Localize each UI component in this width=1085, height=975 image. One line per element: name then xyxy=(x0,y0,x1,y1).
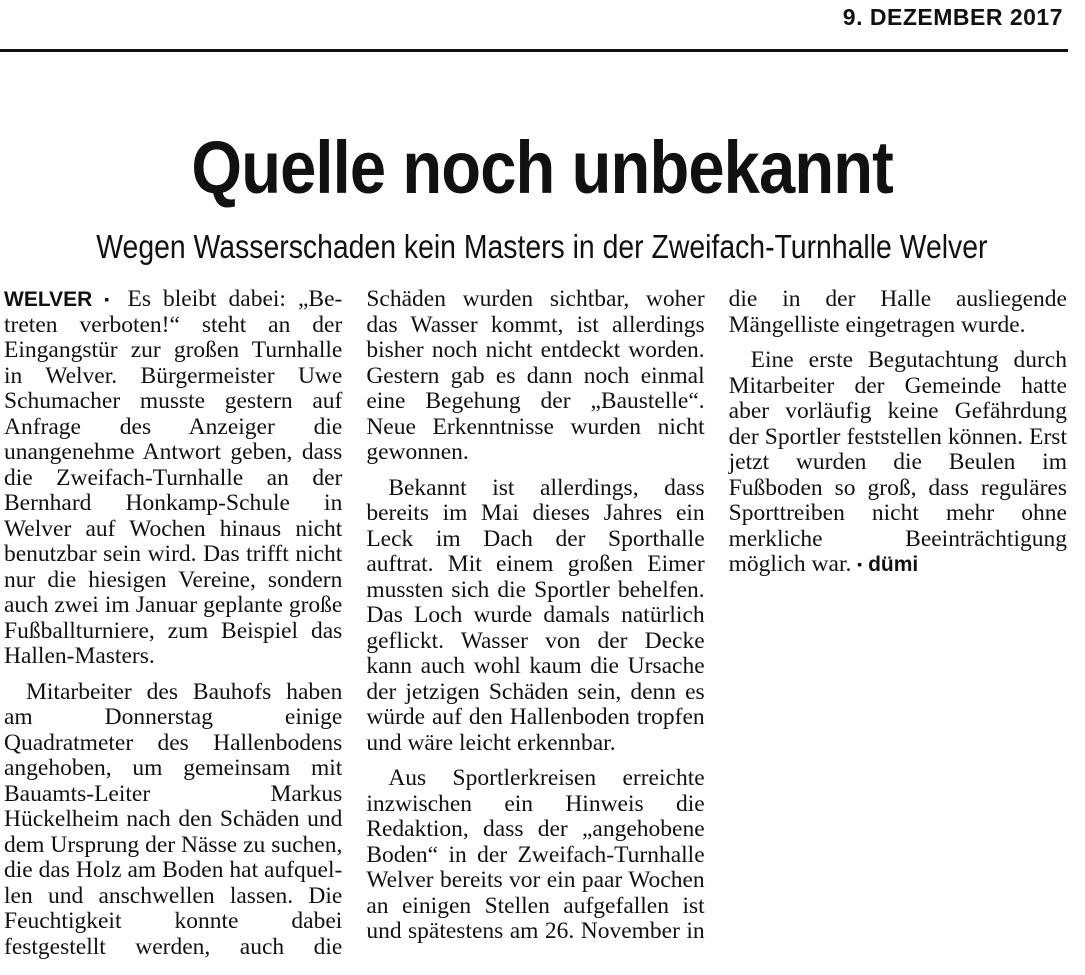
article-headline: Quelle noch unbekannt xyxy=(191,126,893,209)
publication-date: 9. DEZEMBER 2017 xyxy=(842,4,1063,30)
article-paragraph xyxy=(729,348,1067,578)
dateline-separator: ▪ xyxy=(104,291,116,307)
article-subheadline: Wegen Wasserschaden kein Masters in der Zweifach-Turnhalle Welver xyxy=(96,228,988,265)
article-paragraph: Bekannt ist allerdings, dass bereits im Mai dieses Jahres ein Leck im Dach der Sporthalle auftrat. Mit einem großen Eimer mussten sich die Sportler behelfen. Das Loch wurde damals natürlich geflickt. Wasser von der Decke kann auch wohl kaum die Ursache der jetzigen Schäden sein, denn es würde auf den Hallenboden tropfen und wäre leicht erkennbar. xyxy=(366,474,705,756)
dateline: WELVER xyxy=(4,288,93,311)
paragraph-text: Es bleibt dabei: „Betreten verboten!“ steht an der Eingangstür zur großen Turnhalle in Welver. Bürgermeister Uwe Schumacher musste gestern auf Anfrage des Anzeiger die unangenehme Antwort geben, dass die Zweifach-Turnhalle an der Bernhard Honkamp-Schule in Welver auf Wochen hinaus nicht benutzbar sein wird. Das trifft nicht nur die hiesigen Vereine, sondern auch zwei im Januar geplante große Fußballturniere, zum Beispiel das Hallen-Masters. xyxy=(4,286,343,669)
author-signature: dümi xyxy=(868,553,919,576)
header-rule xyxy=(0,49,1068,52)
article-paragraph: Aus Sportlerkreisen erreichte inzwischen ein Hinweis die Redaktion, dass der „angehobene Boden“ in der Zweifach-Turnhalle Welver bereits vor ein paar Wochen an einigen Stellen aufgefallen ist und spätestens am 26. November in die in der Halle ausliegende Mängelliste eingetragen wurde. xyxy=(366,286,1067,944)
paragraph-text: Eine erste Begutachtung durch Mitarbeiter der Gemeinde hatte aber vorläufig keine Gefährdung der Sportler feststellen können. Erst jetzt wurden die Beulen im Fußboden so groß, dass reguläres Sporttreiben nicht mehr ohne merkliche Beeinträchtigung möglich war. xyxy=(728,347,1067,577)
article-body xyxy=(4,287,1067,967)
article-paragraph xyxy=(4,287,342,670)
author-separator: ▪ xyxy=(857,556,863,572)
article-paragraph: Mitarbeiter des Bauhofs haben am Donnerstag einige Quadratmeter des Hallenbodens angehoben, um gemeinsam mit Bauamts-Leiter Markus Hückelheim nach den Schäden und dem Ursprung der Nässe zu suchen, die das Holz am Boden hat aufquellen und anschwellen lassen. Die Feuchtigkeit konnte dabei festgestellt werden, auch die Schäden wurden sichtbar, woher das Wasser kommt, ist allerdings bisher noch nicht entdeckt worden. Gestern gab es dann noch einmal eine Begehung der „Baustelle“. Neue Erkenntnisse wurden nicht gewonnen. xyxy=(4,286,705,960)
